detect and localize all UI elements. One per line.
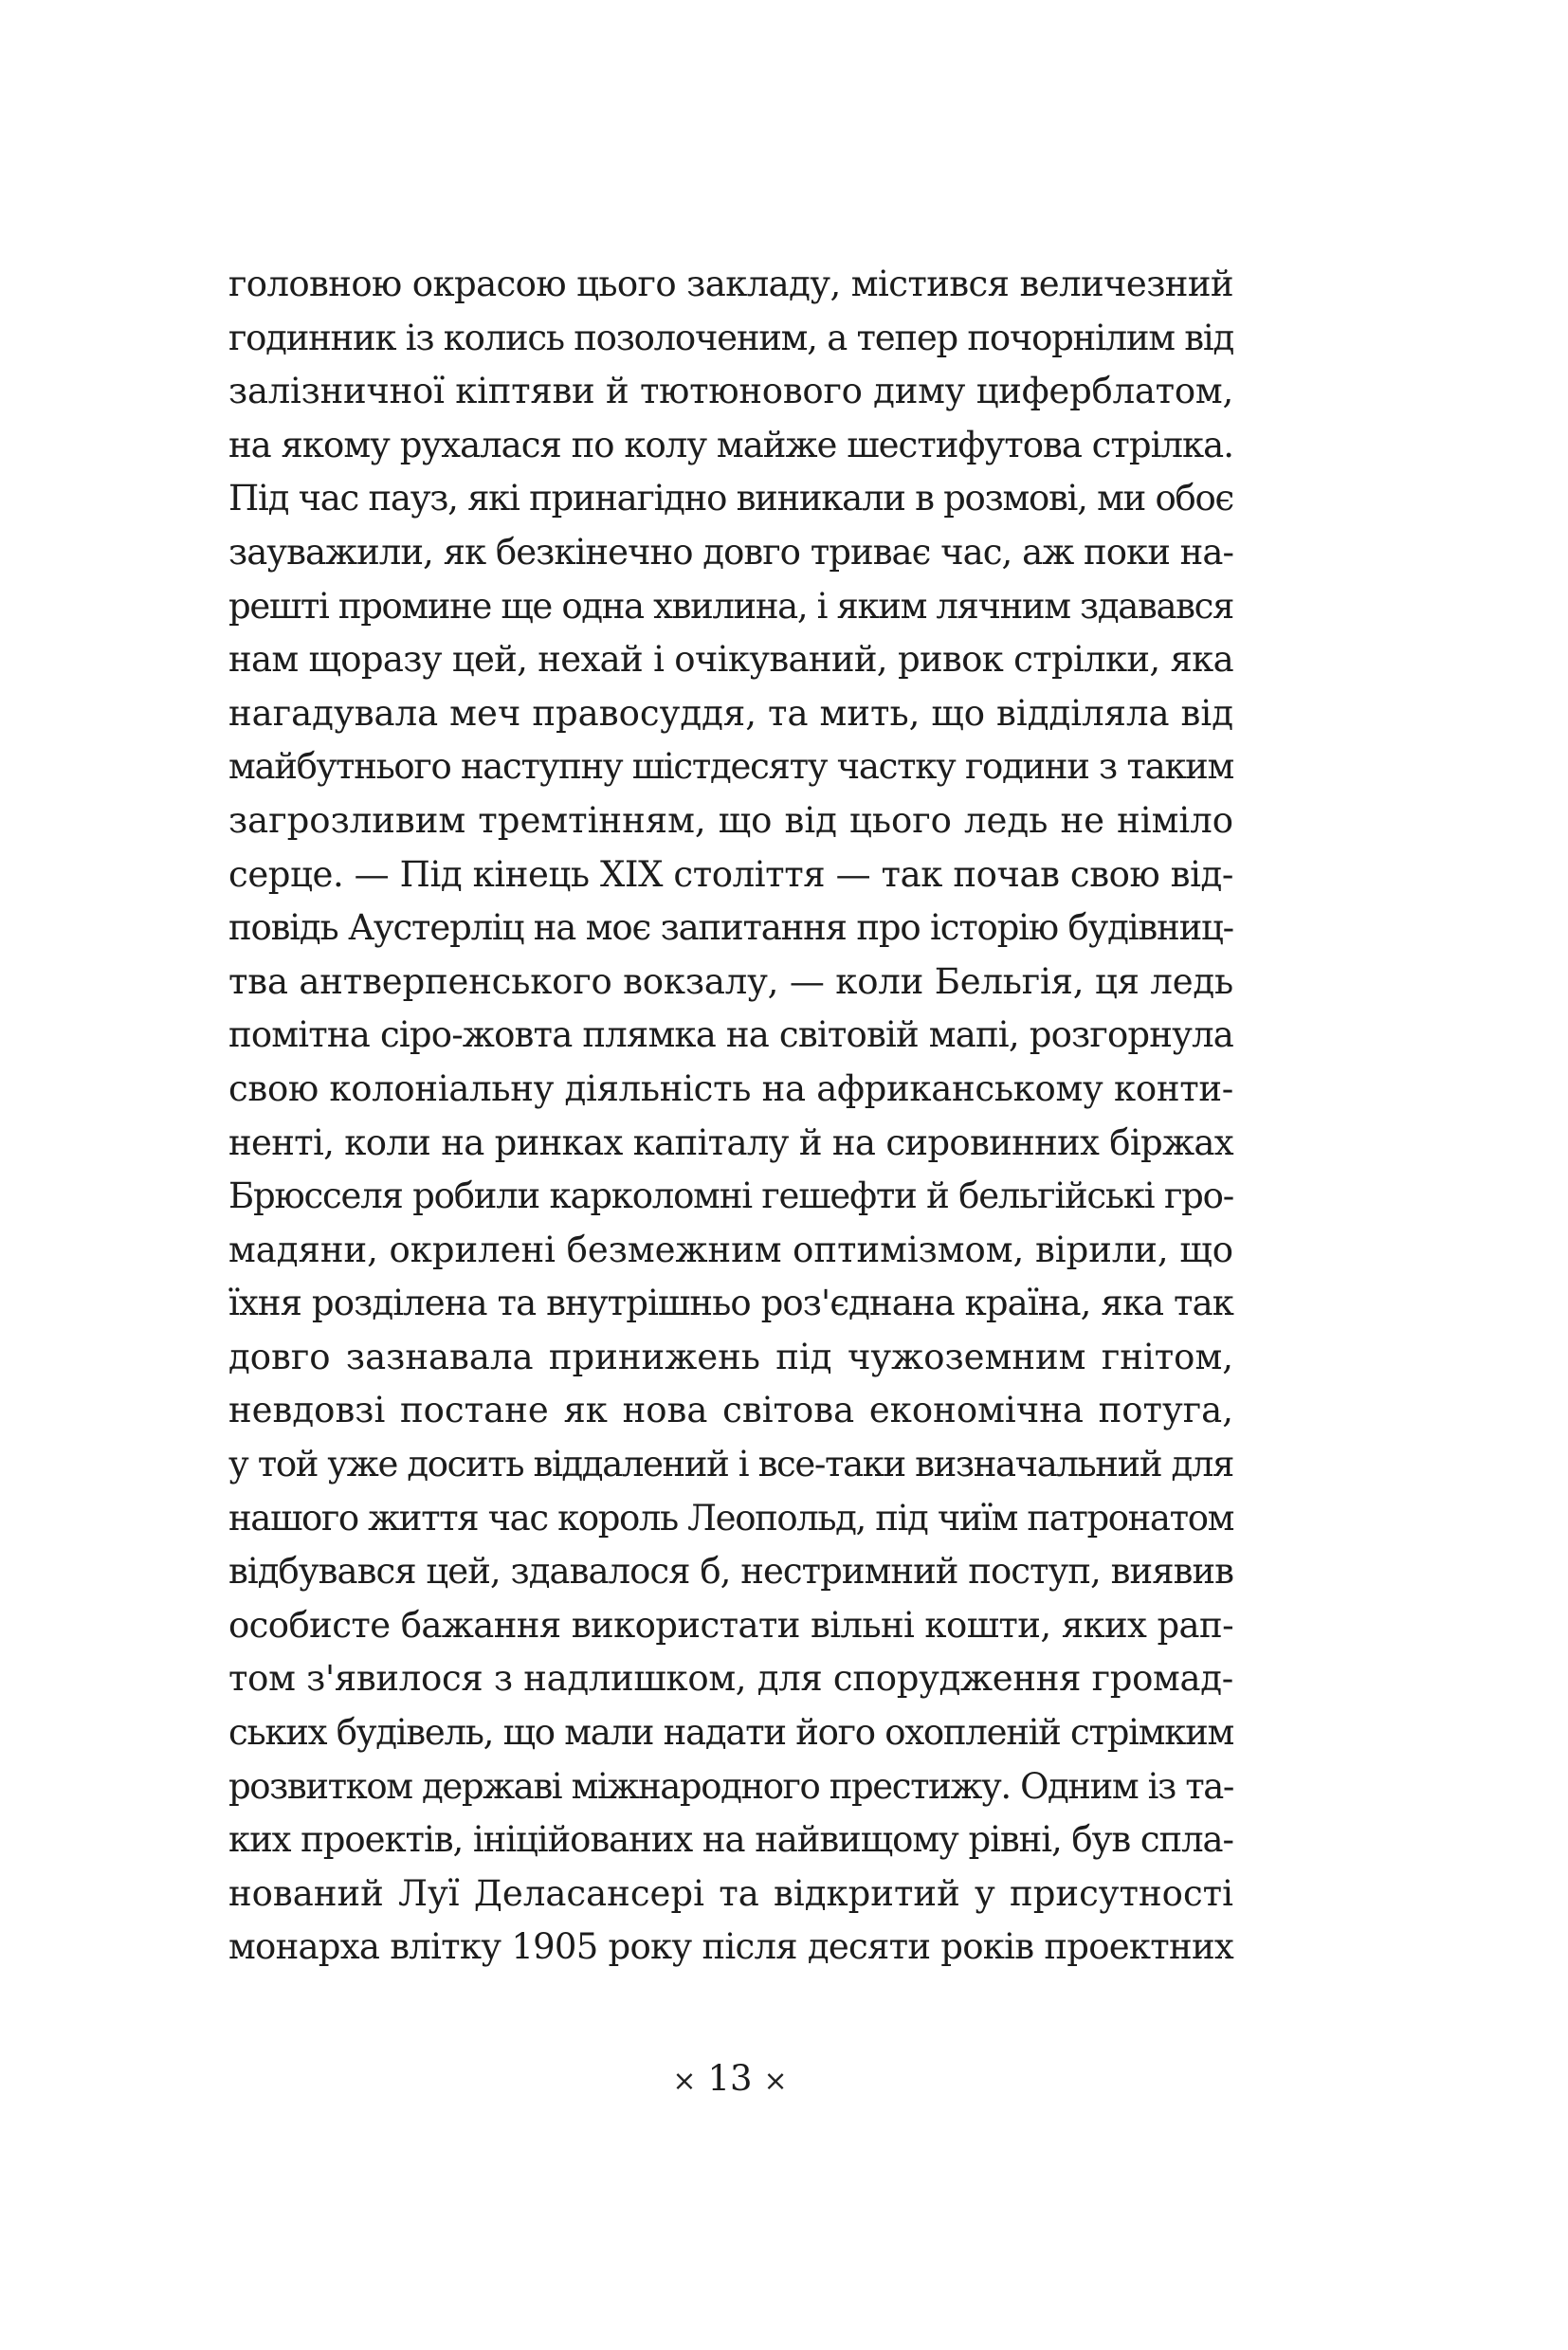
text-line: серце. — Під кінець XIX століття — так почав свою від- xyxy=(228,853,1234,895)
text-line: невдовзі постане як нова світова економічна потуга, xyxy=(228,1390,1233,1431)
text-line: нам щоразу цей, нехай і очікуваний, ривок стрілки, яка xyxy=(228,639,1233,681)
text-line: залізничної кіптяви й тютюнового диму циферблатом, xyxy=(228,371,1233,412)
text-line: нований Луї Деласансері та відкритий у присутності xyxy=(228,1872,1233,1914)
text-line: нагадувала меч правосуддя, та мить, що відділяла від xyxy=(228,692,1233,734)
text-line: розвитком державі міжнародного престижу. Одним із та- xyxy=(228,1765,1233,1807)
page-number: 13 xyxy=(707,2058,753,2099)
text-line: нашого життя час король Леопольд, під чиїм патронатом xyxy=(228,1497,1233,1539)
ornament-right: × xyxy=(763,2065,788,2098)
text-line: Під час пауз, які принагідно виникали в розмові, ми обоє xyxy=(228,478,1233,519)
text-line: тва антверпенського вокзалу, — коли Бельгія, ця ледь xyxy=(228,960,1233,1002)
text-line: їхня розділена та внутрішньо роз'єднана країна, яка так xyxy=(228,1283,1233,1324)
text-line: Брюсселя робили карколомні гешефти й бельгійські гро- xyxy=(228,1175,1233,1217)
text-line: помітна сіро-жовта плямка на світовій мапі, розгорнула xyxy=(228,1014,1234,1056)
text-line: годинник із колись позолоченим, а тепер почорнілим від xyxy=(228,317,1233,358)
text-line: довго зазнавала принижень під чужоземним гнітом, xyxy=(228,1336,1233,1377)
text-line: ських будівель, що мали надати його охопленій стрімким xyxy=(228,1712,1233,1754)
text-line: свою колоніальну діяльність на африканському конти- xyxy=(228,1067,1233,1109)
ornament-left: × xyxy=(672,2065,697,2098)
text-line: решті промине ще одна хвилина, і яким лячним здавався xyxy=(228,585,1233,627)
body-text xyxy=(228,258,1233,1975)
text-line: ненті, коли на ринках капіталу й на сировинних біржах xyxy=(228,1121,1233,1163)
text-line: монарха влітку 1905 року після десяти років проектних xyxy=(228,1926,1233,1968)
text-line: ких проектів, ініційованих на найвищому рівні, був спла- xyxy=(228,1819,1233,1861)
page-footer xyxy=(0,2052,1460,2108)
text-line: том з'явилося з надлишком, для спорудження громад- xyxy=(228,1658,1233,1700)
text-line: загрозливим тремтінням, що від цього ледь не німіло xyxy=(228,799,1233,841)
text-line: майбутнього наступну шістдесяту частку години з таким xyxy=(228,746,1233,788)
text-line: повідь Аустерліц на моє запитання про історію будівниц- xyxy=(228,907,1233,949)
text-line: відбувався цей, здавалося б, нестримний поступ, виявив xyxy=(228,1551,1233,1593)
text-line: у той уже досить віддалений і все-таки визначальний для xyxy=(228,1444,1233,1485)
text-line: на якому рухалася по колу майже шестифутова стрілка. xyxy=(228,424,1233,465)
text-line: особисте бажання використати вільні кошти, яких рап- xyxy=(228,1604,1233,1646)
text-line: зауважили, як безкінечно довго триває час, аж поки на- xyxy=(228,531,1233,573)
text-line: мадяни, окрилені безмежним оптимізмом, вірили, що xyxy=(228,1229,1233,1270)
text-line: головною окрасою цього закладу, містився величезний xyxy=(228,264,1233,304)
